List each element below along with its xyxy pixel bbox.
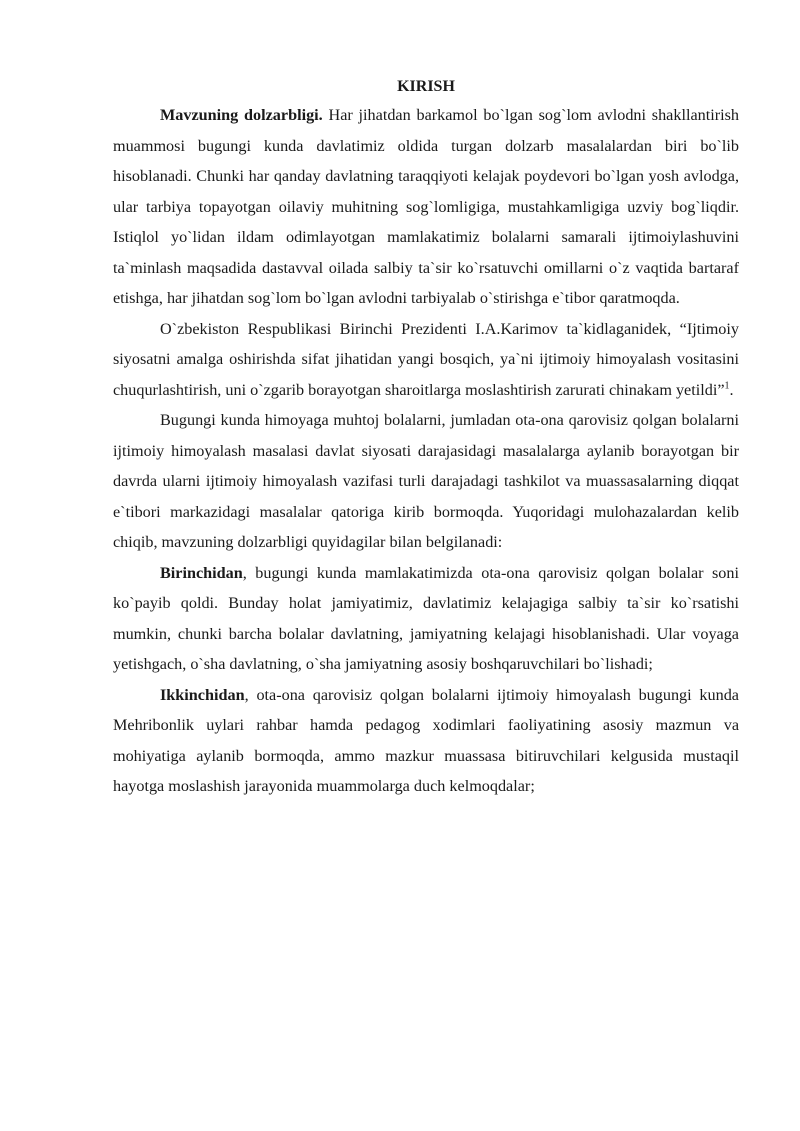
paragraph-quote <box>113 314 739 406</box>
paragraph-text: , ota-ona qarovisiz qolgan bolalarni ijtimoiy himoyalash bugungi kunda Mehribonlik uylari rahbar hamda pedagog xodimlari faoliyatining asosiy mazmun va mohiyatiga aylanib bormoqda, ammo mazkur muassasa bitiruvchilari kelgusida mustaqil hayotga moslashish jarayonida muammolarga duch kelmoqdalar; <box>113 685 739 795</box>
paragraph-end: . <box>729 380 734 399</box>
paragraph-relevance <box>113 100 739 314</box>
paragraph-text: O`zbekiston Respublikasi Birinchi Prezidenti I.A.Karimov ta`kidlaganidek, “Ijtimoiy siyosatni amalga oshirishda sifat jihatidan yangi bosqich, ya`ni ijtimoiy himoyalash vositasini chuqurlashtirish, uni o`zgarib borayotgan sharoitlarga moslashtirish zarurati chinakam yetildi” <box>113 319 739 399</box>
paragraph-context <box>113 405 739 558</box>
paragraph-text: , bugungi kunda mamlakatimizda ota-ona qarovisiz qolgan bolalar soni ko`payib qoldi. Bunday holat jamiyatimiz, davlatimiz kelajagiga salbiy ta`sir ko`rsatishi mumkin, chunki barcha bolalar davlatning, jamiyatning kelajagi hisoblanishadi. Ular voyaga yetishgach, o`sha davlatning, o`sha jamiyatning asosiy boshqaruvchilari bo`lishadi; <box>113 563 739 673</box>
document-title: KIRISH <box>397 78 455 95</box>
footnote-marker: 1 <box>724 380 730 392</box>
paragraph-lead: Birinchidan <box>160 563 243 582</box>
document-page <box>113 74 739 802</box>
paragraph-text: Har jihatdan barkamol bo`lgan sog`lom avlodni shakllantirish muammosi bugungi kunda davlatimiz oldida turgan dolzarb masalalardan biri bo`lib hisoblanadi. Chunki har qanday davlatning taraqqiyoti kelajak poydevori bo`lgan yosh avlodga, ular tarbiya topayotgan oilaviy muhitning sog`lomligiga, mustahkamligiga uzviy bog`liqdir. Istiqlol yo`lidan ildam odimlayotgan mamlakatimiz bolalarni samarali ijtimoiylashuvini ta`minlash maqsadida dastavval oilada salbiy ta`sir ko`rsatuvchi omillarni o`z vaqtida bartaraf etishga, har jihatdan sog`lom bo`lgan avlodni tarbiyalab o`stirishga e`tibor qaratmoqda. <box>113 106 739 307</box>
paragraph-lead: Ikkinchidan <box>160 685 245 704</box>
paragraph-text: Bugungi kunda himoyaga muhtoj bolalarni, jumladan ota-ona qarovisiz qolgan bolalarni ijtimoiy himoyalash masalasi davlat siyosati darajasidagi masalalarga aylanib borayotgan bir davrda ularni ijtimoiy himoyalash vazifasi turli darajadagi tashkilot va muassasalarning diqqat e`tibori markazidagi masalalar qatoriga kirib bormoqda. Yuqoridagi mulohazalardan kelib chiqib, mavzuning dolzarbligi quyidagilar bilan belgilanadi: <box>113 411 739 551</box>
paragraph-lead: Mavzuning dolzarbligi. <box>160 106 323 124</box>
paragraph-first-point <box>113 558 739 680</box>
paragraph-second-point <box>113 680 739 802</box>
